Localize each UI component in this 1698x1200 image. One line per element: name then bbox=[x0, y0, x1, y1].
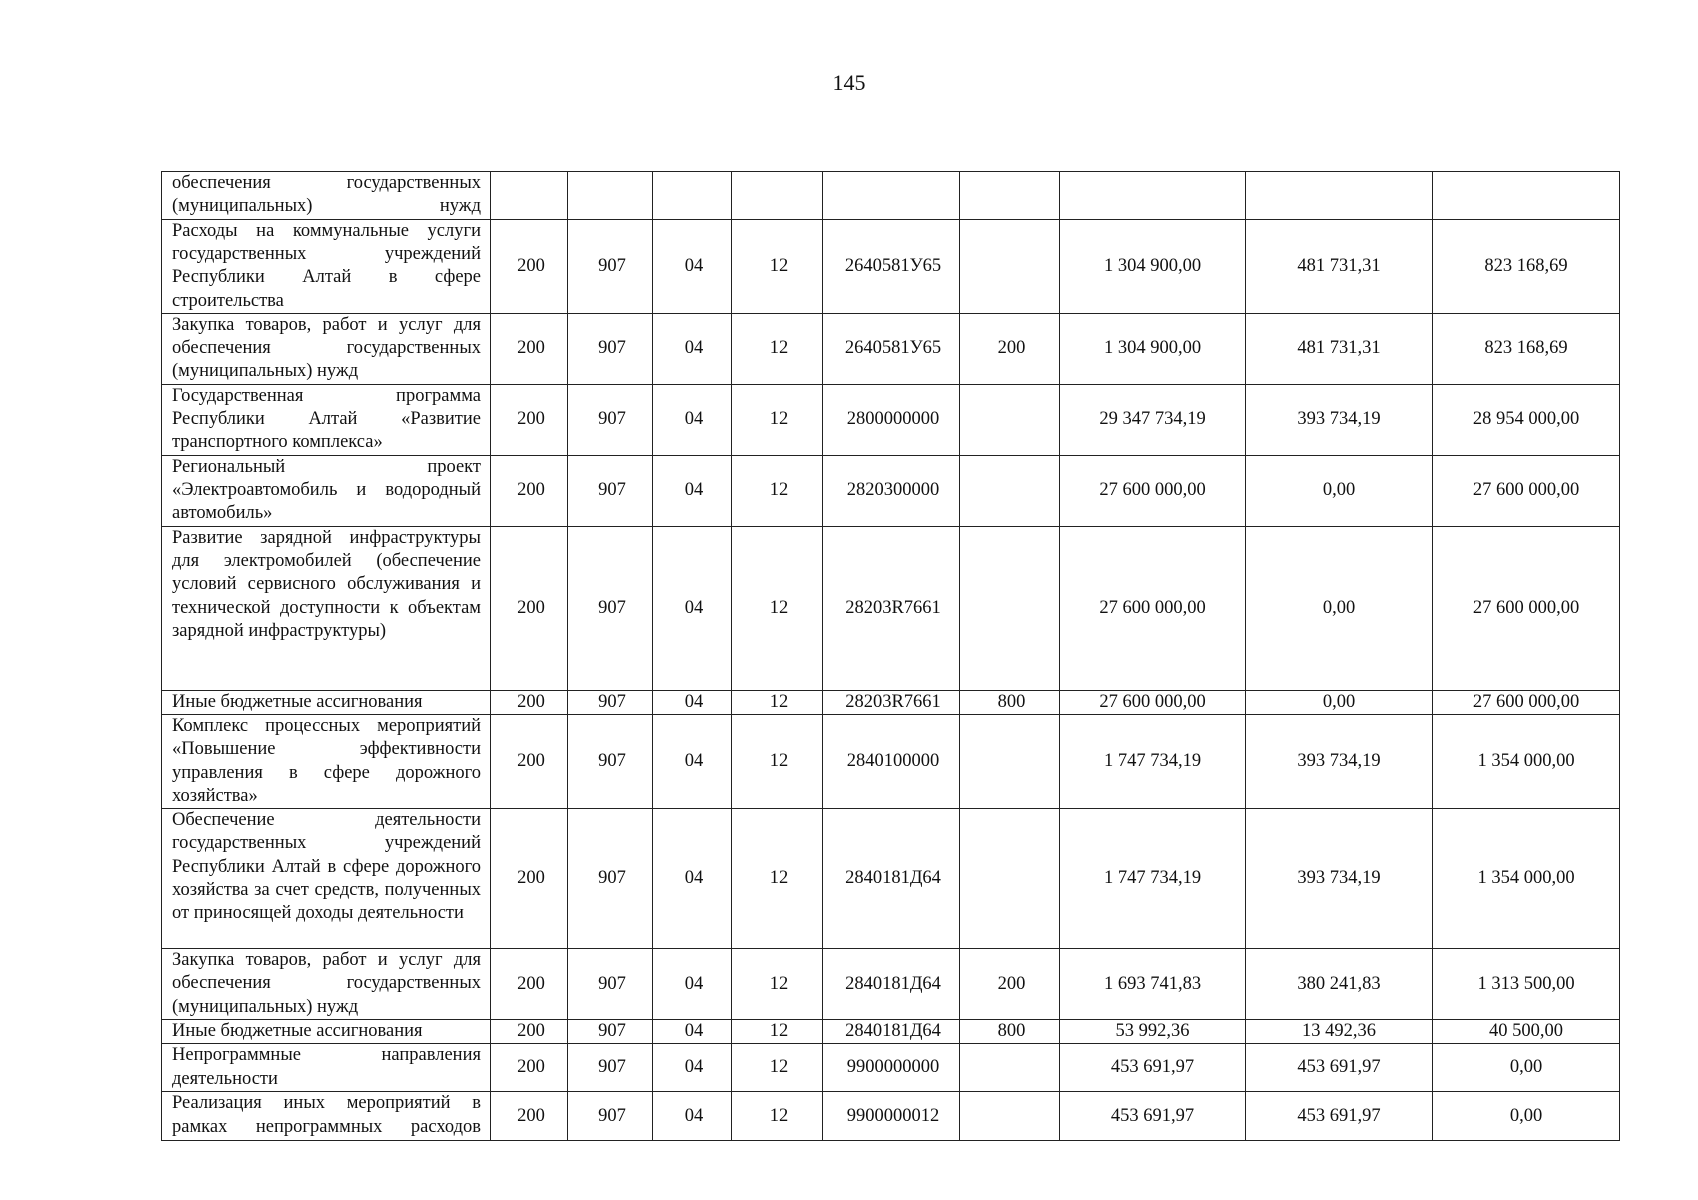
item-name-cell: Государственная программа Республики Алтай «Развитие транспортного комплекса» bbox=[162, 385, 491, 456]
amount-cell: 53 992,36 bbox=[1060, 1020, 1246, 1044]
code-cell bbox=[960, 715, 1060, 809]
code-cell: 907 bbox=[568, 949, 653, 1020]
code-cell: 12 bbox=[732, 220, 823, 314]
code-cell: 200 bbox=[491, 1020, 568, 1044]
code-cell bbox=[960, 1044, 1060, 1092]
amount-cell: 29 347 734,19 bbox=[1060, 385, 1246, 456]
code-cell: 200 bbox=[491, 527, 568, 691]
code-cell: 2840181Д64 bbox=[823, 1020, 960, 1044]
amount-cell: 40 500,00 bbox=[1433, 1020, 1620, 1044]
code-cell: 200 bbox=[491, 1044, 568, 1092]
code-cell: 907 bbox=[568, 220, 653, 314]
item-name-cell: Непрограммные направления деятельности bbox=[162, 1044, 491, 1092]
code-cell: 04 bbox=[653, 220, 732, 314]
code-cell bbox=[960, 456, 1060, 527]
code-cell: 907 bbox=[568, 1044, 653, 1092]
amount-cell: 481 731,31 bbox=[1246, 314, 1433, 385]
amount-cell: 1 354 000,00 bbox=[1433, 715, 1620, 809]
code-cell bbox=[960, 220, 1060, 314]
code-cell: 04 bbox=[653, 949, 732, 1020]
code-cell: 200 bbox=[960, 314, 1060, 385]
table-row bbox=[162, 385, 1620, 456]
code-cell: 12 bbox=[732, 691, 823, 715]
code-cell bbox=[568, 172, 653, 220]
item-name-cell: Закупка товаров, работ и услуг для обеспечения государственных (муниципальных) нужд bbox=[162, 314, 491, 385]
amount-cell: 27 600 000,00 bbox=[1060, 691, 1246, 715]
table-row bbox=[162, 314, 1620, 385]
amount-cell: 0,00 bbox=[1433, 1092, 1620, 1141]
code-cell: 200 bbox=[491, 314, 568, 385]
table-row bbox=[162, 456, 1620, 527]
item-name-cell: Развитие зарядной инфраструктуры для электромобилей (обеспечение условий сервисного обслуживания и технической доступности к объектам зарядной инфраструктуры) bbox=[162, 527, 491, 691]
code-cell: 907 bbox=[568, 456, 653, 527]
amount-cell: 27 600 000,00 bbox=[1433, 456, 1620, 527]
amount-cell: 393 734,19 bbox=[1246, 809, 1433, 949]
table-row bbox=[162, 949, 1620, 1020]
code-cell: 800 bbox=[960, 1020, 1060, 1044]
table-row bbox=[162, 220, 1620, 314]
table-row bbox=[162, 172, 1620, 220]
amount-cell: 453 691,97 bbox=[1060, 1092, 1246, 1141]
amount-cell: 393 734,19 bbox=[1246, 385, 1433, 456]
amount-cell bbox=[1433, 172, 1620, 220]
amount-cell: 0,00 bbox=[1246, 691, 1433, 715]
code-cell: 04 bbox=[653, 1020, 732, 1044]
code-cell: 907 bbox=[568, 385, 653, 456]
code-cell: 907 bbox=[568, 1092, 653, 1141]
code-cell: 200 bbox=[960, 949, 1060, 1020]
amount-cell: 27 600 000,00 bbox=[1060, 527, 1246, 691]
amount-cell: 1 304 900,00 bbox=[1060, 220, 1246, 314]
page-number: 145 bbox=[832, 70, 866, 95]
item-name-cell: Расходы на коммунальные услуги государственных учреждений Республики Алтай в сфере строительства bbox=[162, 220, 491, 314]
code-cell: 04 bbox=[653, 527, 732, 691]
amount-cell: 1 693 741,83 bbox=[1060, 949, 1246, 1020]
table-row bbox=[162, 809, 1620, 949]
item-name-cell: Комплекс процессных мероприятий «Повышение эффективности управления в сфере дорожного хозяйства» bbox=[162, 715, 491, 809]
amount-cell: 1 747 734,19 bbox=[1060, 809, 1246, 949]
code-cell: 28203R7661 bbox=[823, 691, 960, 715]
amount-cell: 28 954 000,00 bbox=[1433, 385, 1620, 456]
code-cell bbox=[732, 172, 823, 220]
code-cell bbox=[960, 172, 1060, 220]
amount-cell: 0,00 bbox=[1246, 456, 1433, 527]
code-cell: 907 bbox=[568, 527, 653, 691]
code-cell bbox=[960, 1092, 1060, 1141]
item-name-cell: Обеспечение деятельности государственных учреждений Республики Алтай в сфере дорожного хозяйства за счет средств, полученных от приносящей доходы деятельности bbox=[162, 809, 491, 949]
amount-cell: 393 734,19 bbox=[1246, 715, 1433, 809]
code-cell: 200 bbox=[491, 1092, 568, 1141]
code-cell: 12 bbox=[732, 809, 823, 949]
amount-cell: 1 313 500,00 bbox=[1433, 949, 1620, 1020]
code-cell: 800 bbox=[960, 691, 1060, 715]
amount-cell: 27 600 000,00 bbox=[1060, 456, 1246, 527]
amount-cell: 453 691,97 bbox=[1246, 1044, 1433, 1092]
code-cell bbox=[960, 809, 1060, 949]
code-cell: 200 bbox=[491, 949, 568, 1020]
table-row bbox=[162, 1020, 1620, 1044]
code-cell: 200 bbox=[491, 385, 568, 456]
code-cell: 907 bbox=[568, 691, 653, 715]
table-row bbox=[162, 715, 1620, 809]
code-cell bbox=[653, 172, 732, 220]
code-cell: 04 bbox=[653, 715, 732, 809]
code-cell: 9900000000 bbox=[823, 1044, 960, 1092]
code-cell: 9900000012 bbox=[823, 1092, 960, 1141]
code-cell: 12 bbox=[732, 527, 823, 691]
code-cell: 2800000000 bbox=[823, 385, 960, 456]
code-cell bbox=[960, 527, 1060, 691]
code-cell: 04 bbox=[653, 456, 732, 527]
amount-cell: 27 600 000,00 bbox=[1433, 527, 1620, 691]
code-cell: 200 bbox=[491, 456, 568, 527]
amount-cell: 380 241,83 bbox=[1246, 949, 1433, 1020]
item-name-cell: Иные бюджетные ассигнования bbox=[162, 1020, 491, 1044]
code-cell: 2640581У65 bbox=[823, 220, 960, 314]
code-cell: 12 bbox=[732, 1092, 823, 1141]
code-cell: 04 bbox=[653, 314, 732, 385]
amount-cell: 823 168,69 bbox=[1433, 220, 1620, 314]
item-name-cell: Иные бюджетные ассигнования bbox=[162, 691, 491, 715]
amount-cell bbox=[1246, 172, 1433, 220]
amount-cell: 453 691,97 bbox=[1060, 1044, 1246, 1092]
code-cell: 2840100000 bbox=[823, 715, 960, 809]
code-cell: 04 bbox=[653, 385, 732, 456]
amount-cell: 453 691,97 bbox=[1246, 1092, 1433, 1141]
code-cell: 04 bbox=[653, 1044, 732, 1092]
item-name-cell: обеспечения государственных (муниципальных) нужд bbox=[162, 172, 491, 220]
item-name-text: Реализация иных мероприятий в рамках непрограммных расходов bbox=[172, 1093, 481, 1137]
item-name-cell: Региональный проект «Электроавтомобиль и водородный автомобиль» bbox=[162, 456, 491, 527]
amount-cell: 1 747 734,19 bbox=[1060, 715, 1246, 809]
code-cell: 907 bbox=[568, 314, 653, 385]
table-row bbox=[162, 1044, 1620, 1092]
code-cell: 04 bbox=[653, 809, 732, 949]
amount-cell: 1 304 900,00 bbox=[1060, 314, 1246, 385]
amount-cell: 0,00 bbox=[1433, 1044, 1620, 1092]
code-cell: 12 bbox=[732, 715, 823, 809]
amount-cell: 0,00 bbox=[1246, 527, 1433, 691]
code-cell bbox=[823, 172, 960, 220]
item-name-cell: Закупка товаров, работ и услуг для обеспечения государственных (муниципальных) нужд bbox=[162, 949, 491, 1020]
code-cell: 2840181Д64 bbox=[823, 809, 960, 949]
code-cell bbox=[960, 385, 1060, 456]
code-cell: 2820300000 bbox=[823, 456, 960, 527]
code-cell: 200 bbox=[491, 691, 568, 715]
code-cell: 12 bbox=[732, 949, 823, 1020]
code-cell: 200 bbox=[491, 715, 568, 809]
amount-cell: 13 492,36 bbox=[1246, 1020, 1433, 1044]
code-cell: 12 bbox=[732, 314, 823, 385]
code-cell: 04 bbox=[653, 691, 732, 715]
amount-cell: 823 168,69 bbox=[1433, 314, 1620, 385]
code-cell: 907 bbox=[568, 715, 653, 809]
amount-cell: 27 600 000,00 bbox=[1433, 691, 1620, 715]
code-cell bbox=[491, 172, 568, 220]
table-row bbox=[162, 691, 1620, 715]
code-cell: 12 bbox=[732, 456, 823, 527]
code-cell: 200 bbox=[491, 220, 568, 314]
code-cell: 28203R7661 bbox=[823, 527, 960, 691]
code-cell: 200 bbox=[491, 809, 568, 949]
code-cell: 12 bbox=[732, 1044, 823, 1092]
code-cell: 2640581У65 bbox=[823, 314, 960, 385]
table-row bbox=[162, 527, 1620, 691]
amount-cell bbox=[1060, 172, 1246, 220]
code-cell: 907 bbox=[568, 1020, 653, 1044]
code-cell: 12 bbox=[732, 385, 823, 456]
budget-table bbox=[161, 171, 1620, 1141]
amount-cell: 481 731,31 bbox=[1246, 220, 1433, 314]
code-cell: 907 bbox=[568, 809, 653, 949]
item-name-cell bbox=[162, 1092, 491, 1141]
code-cell: 04 bbox=[653, 1092, 732, 1141]
amount-cell: 1 354 000,00 bbox=[1433, 809, 1620, 949]
code-cell: 2840181Д64 bbox=[823, 949, 960, 1020]
table-row bbox=[162, 1092, 1620, 1141]
code-cell: 12 bbox=[732, 1020, 823, 1044]
